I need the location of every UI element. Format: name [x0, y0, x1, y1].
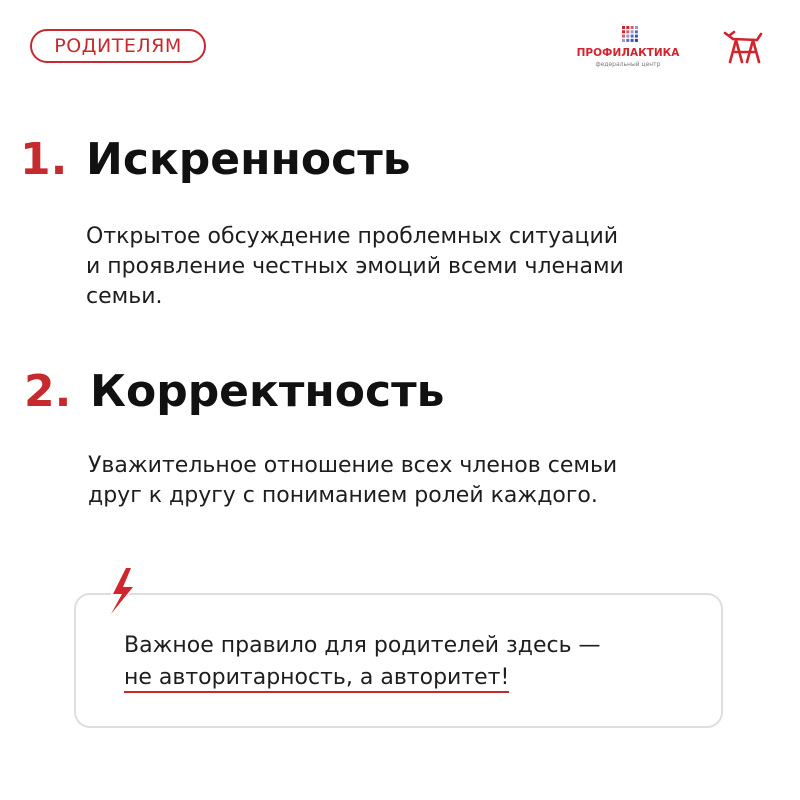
- item-2-desc-line: Уважительное отношение всех членов семьи: [88, 453, 618, 478]
- tag-badge: [30, 29, 206, 63]
- rule-note-line-2: не авторитарность, а авторитет!: [124, 665, 509, 693]
- item-1-title: Искренность: [86, 134, 411, 185]
- item-2-number: 2.: [24, 366, 72, 417]
- item-2-desc-line: друг к другу с пониманием ролей каждого.: [88, 483, 598, 508]
- item-2-title: Корректность: [90, 366, 445, 417]
- item-1-desc-line: семьи.: [86, 284, 163, 309]
- item-2-description: [88, 451, 617, 511]
- profilaktika-logo: [572, 26, 684, 72]
- item-1-description: [86, 222, 624, 312]
- logo-subtitle: федеральный центр: [595, 61, 661, 68]
- dot-grid-icon: [622, 26, 638, 42]
- item-1-number: 1.: [20, 134, 68, 185]
- tag-label: РОДИТЕЛЯМ: [54, 35, 182, 57]
- lightning-icon: [106, 566, 138, 618]
- item-1-desc-line: Открытое обсуждение проблемных ситуаций: [86, 224, 619, 249]
- rule-note-line-1: Важное правило для родителей здесь —: [124, 633, 601, 658]
- rule-note-text: [124, 630, 601, 694]
- logo-title: ПРОФИЛАКТИКА: [576, 47, 680, 59]
- item-1-desc-line: и проявление честных эмоций всеми членами: [86, 254, 624, 279]
- horse-logo-icon: [722, 30, 764, 64]
